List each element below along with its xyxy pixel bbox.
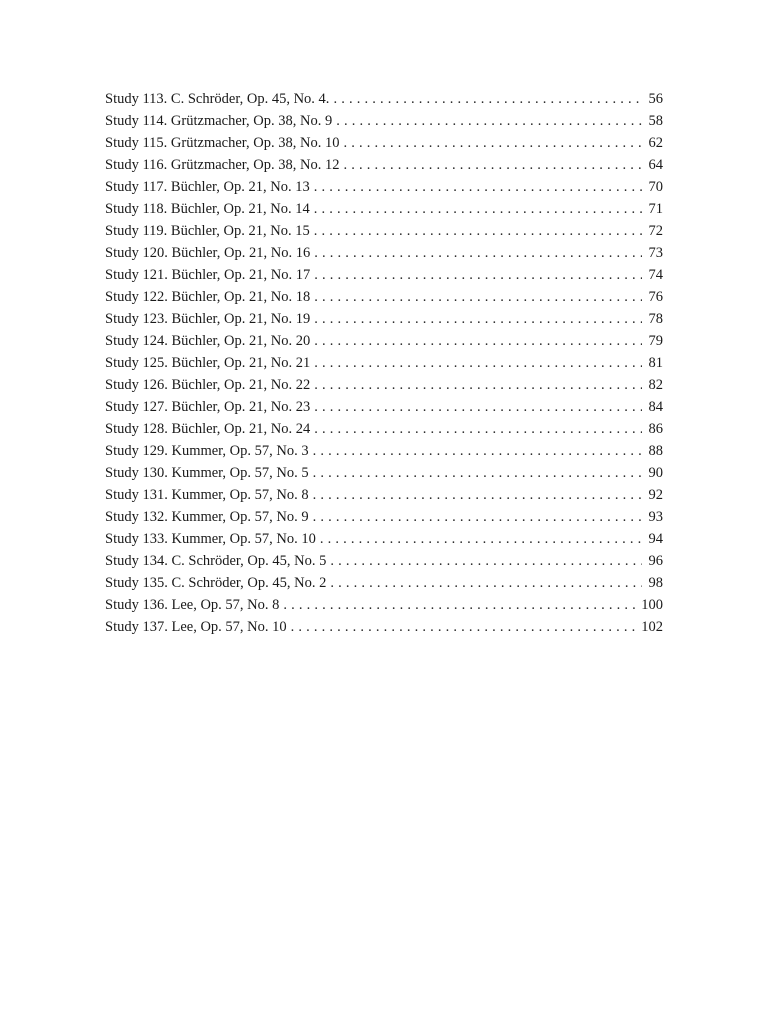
entry-page-number: 64 — [648, 157, 663, 173]
entry-title: Study 115. Grützmacher, Op. 38, No. 10 — [105, 135, 340, 151]
dot-leader — [330, 550, 642, 572]
entry-page-number: 86 — [648, 421, 663, 437]
dot-leader — [291, 616, 639, 638]
dot-leader — [314, 242, 642, 264]
entry-title: Study 131. Kummer, Op. 57, No. 8 — [105, 487, 309, 503]
dot-leader — [314, 330, 642, 352]
entry-title: Study 122. Büchler, Op. 21, No. 18 — [105, 289, 311, 305]
dot-leader — [330, 572, 642, 594]
toc-entry — [105, 418, 663, 440]
entry-page-number: 100 — [641, 597, 663, 613]
toc-entry — [105, 110, 663, 132]
dot-leader — [313, 484, 642, 506]
entry-title: Study 125. Büchler, Op. 21, No. 21 — [105, 355, 311, 371]
entry-page-number: 88 — [648, 443, 663, 459]
toc-entry — [105, 440, 663, 462]
dot-leader — [314, 176, 642, 198]
entry-title: Study 116. Grützmacher, Op. 38, No. 12 — [105, 157, 340, 173]
toc-entry — [105, 528, 663, 550]
entry-title: Study 128. Büchler, Op. 21, No. 24 — [105, 421, 311, 437]
entry-page-number: 76 — [648, 289, 663, 305]
dot-leader — [313, 506, 642, 528]
table-of-contents — [105, 88, 663, 638]
entry-page-number: 93 — [648, 509, 663, 525]
dot-leader — [314, 286, 642, 308]
entry-page-number: 94 — [648, 531, 663, 547]
entry-page-number: 81 — [648, 355, 663, 371]
entry-page-number: 56 — [648, 91, 663, 107]
entry-page-number: 78 — [648, 311, 663, 327]
dot-leader — [314, 198, 642, 220]
entry-title: Study 117. Büchler, Op. 21, No. 13 — [105, 179, 310, 195]
toc-entry — [105, 396, 663, 418]
entry-title: Study 134. C. Schröder, Op. 45, No. 5 — [105, 553, 327, 569]
entry-title: Study 113. C. Schröder, Op. 45, No. 4. — [105, 91, 330, 107]
toc-entry — [105, 220, 663, 242]
entry-page-number: 84 — [648, 399, 663, 415]
entry-title: Study 136. Lee, Op. 57, No. 8 — [105, 597, 280, 613]
entry-page-number: 72 — [648, 223, 663, 239]
toc-entry — [105, 572, 663, 594]
entry-title: Study 119. Büchler, Op. 21, No. 15 — [105, 223, 310, 239]
entry-title: Study 124. Büchler, Op. 21, No. 20 — [105, 333, 311, 349]
entry-page-number: 79 — [648, 333, 663, 349]
entry-page-number: 82 — [648, 377, 663, 393]
dot-leader — [336, 110, 642, 132]
entry-title: Study 120. Büchler, Op. 21, No. 16 — [105, 245, 311, 261]
toc-entry — [105, 154, 663, 176]
entry-page-number: 62 — [648, 135, 663, 151]
toc-entry — [105, 330, 663, 352]
dot-leader — [333, 88, 642, 110]
entry-title: Study 127. Büchler, Op. 21, No. 23 — [105, 399, 311, 415]
toc-entry — [105, 286, 663, 308]
entry-page-number: 70 — [648, 179, 663, 195]
toc-entry — [105, 462, 663, 484]
dot-leader — [343, 132, 642, 154]
entry-title: Study 130. Kummer, Op. 57, No. 5 — [105, 465, 309, 481]
entry-title: Study 135. C. Schröder, Op. 45, No. 2 — [105, 575, 327, 591]
dot-leader — [320, 528, 642, 550]
dot-leader — [313, 440, 642, 462]
toc-entry — [105, 176, 663, 198]
toc-entry — [105, 506, 663, 528]
entry-page-number: 92 — [648, 487, 663, 503]
entry-title: Study 133. Kummer, Op. 57, No. 10 — [105, 531, 316, 547]
toc-entry — [105, 308, 663, 330]
dot-leader — [283, 594, 638, 616]
entry-title: Study 126. Büchler, Op. 21, No. 22 — [105, 377, 311, 393]
dot-leader — [343, 154, 642, 176]
toc-entry — [105, 594, 663, 616]
dot-leader — [313, 462, 642, 484]
entry-title: Study 129. Kummer, Op. 57, No. 3 — [105, 443, 309, 459]
entry-title: Study 118. Büchler, Op. 21, No. 14 — [105, 201, 310, 217]
toc-entry — [105, 352, 663, 374]
entry-page-number: 98 — [648, 575, 663, 591]
entry-title: Study 121. Büchler, Op. 21, No. 17 — [105, 267, 311, 283]
entry-page-number: 96 — [648, 553, 663, 569]
toc-entry — [105, 264, 663, 286]
dot-leader — [314, 264, 642, 286]
entry-page-number: 102 — [641, 619, 663, 635]
entry-page-number: 73 — [648, 245, 663, 261]
dot-leader — [314, 418, 642, 440]
toc-entry — [105, 198, 663, 220]
toc-entry — [105, 374, 663, 396]
dot-leader — [314, 374, 642, 396]
toc-entry — [105, 88, 663, 110]
toc-entry — [105, 550, 663, 572]
entry-title: Study 123. Büchler, Op. 21, No. 19 — [105, 311, 311, 327]
dot-leader — [314, 220, 642, 242]
toc-entry — [105, 242, 663, 264]
dot-leader — [314, 396, 642, 418]
toc-entry — [105, 616, 663, 638]
dot-leader — [314, 308, 642, 330]
entry-title: Study 114. Grützmacher, Op. 38, No. 9 — [105, 113, 333, 129]
entry-page-number: 90 — [648, 465, 663, 481]
entry-page-number: 58 — [648, 113, 663, 129]
toc-entry — [105, 484, 663, 506]
entry-title: Study 132. Kummer, Op. 57, No. 9 — [105, 509, 309, 525]
entry-page-number: 71 — [648, 201, 663, 217]
toc-entry — [105, 132, 663, 154]
dot-leader — [314, 352, 642, 374]
entry-page-number: 74 — [648, 267, 663, 283]
entry-title: Study 137. Lee, Op. 57, No. 10 — [105, 619, 287, 635]
